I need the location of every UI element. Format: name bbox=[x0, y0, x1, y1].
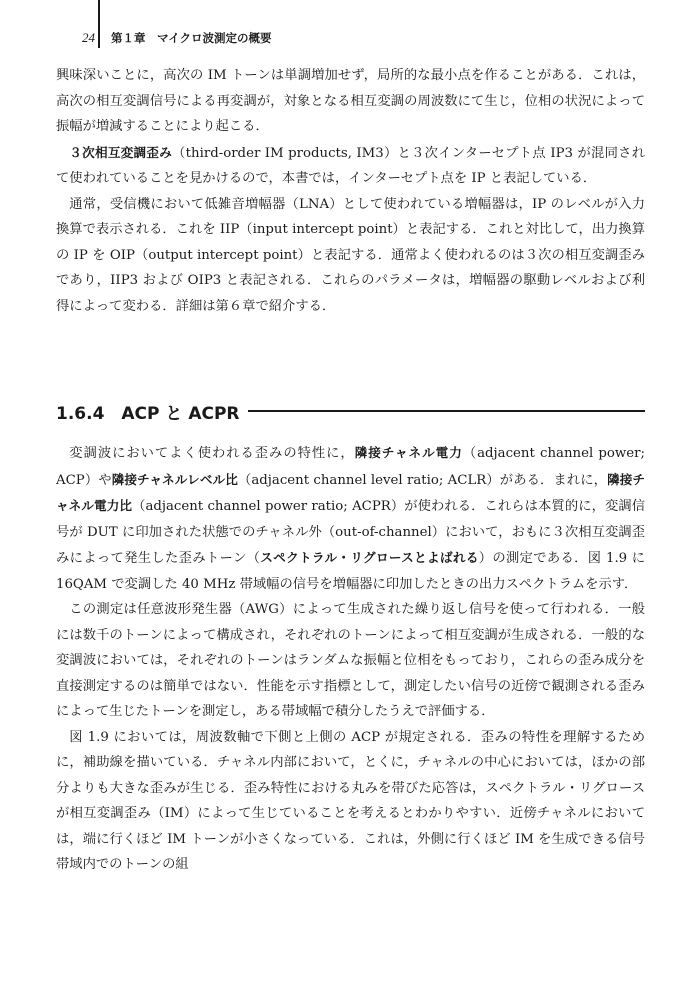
paragraph-iip-oip: 通常，受信機において低雑音増幅器（LNA）として使われている増幅器は，IP のレベルが入力換算で表示される．これを IIP（input intercept point）と表記する．これと対比して，出力換算の IP を OIP（output intercept point）と表記する．通常よく使われるのは３次の相互変調歪みであり，IIP3 および OIP3 と表記される．これらのパラメータは，増幅器の駆動レベルおよび利得によって変わる．詳細は第６章で紹介する． bbox=[56, 196, 645, 314]
section-title: 1.6.4 ACP と ACPR bbox=[56, 403, 240, 424]
section-rule bbox=[248, 410, 645, 412]
term-acp: 隣接チャネル電力 bbox=[354, 445, 463, 460]
intro-text bbox=[56, 63, 645, 319]
paragraph-acp-definition bbox=[56, 440, 645, 597]
paragraph-im-tones: 興味深いことに，高次の IM トーンは単調増加せず，局所的な最小点を作ることがある．これは，高次の相互変調信号による再変調が，対象となる相互変調の周波数にて生じ，位相の状況によって振幅が増減することにより起こる． bbox=[56, 68, 645, 134]
acp-text-a: 変調波においてよく使われる歪みの特性に， bbox=[69, 446, 355, 461]
acp-text bbox=[56, 440, 645, 878]
section-heading bbox=[56, 398, 645, 424]
paragraph-awg-measurement: この測定は任意波形発生器（AWG）によって生成された繰り返し信号を使って行われる．一般には数千のトーンによって構成され，それぞれのトーンによって相互変調が生成される．一般的な変調波においては，それぞれのトーンはランダムな振幅と位相をもっており，これらの歪み成分を直接測定するのは簡単ではない．性能を示す指標として，測定したい信号の近傍で観測される歪みによって生じたトーンを測定し，ある帯域幅で積分したうえで評価する． bbox=[56, 602, 645, 719]
acp-text-e: ）の測定である．図 1.9 に 16QAM で変調した 40 MHz 帯域幅の信号を増幅器に印加したときの出力スペクトラムを示す． bbox=[56, 551, 645, 592]
paragraph-im3-text: （third-order IM products, IM3）と３次インターセプト点 IP3 が混同されて使われていることを見かけるので，本書では，インターセプト点を IP と表記している． bbox=[56, 145, 646, 186]
paragraph-figure-1-9: 図 1.9 においては，周波数軸で下側と上側の ACP が規定される．歪みの特性を理解するために，補助線を描いている．チャネル内部において，とくに，チャネルの中心においては，ほかの部分よりも大きな歪みが生じる．歪み特性における丸みを帯びた応答は，スペクトラル・リグロースが相互変調歪み（IM）によって生じていることを考えるとわかりやすい．近傍チャネルにおいては，端に行くほど IM トーンが小さくなっている．これは，外側に行くほど IM を生成できる信号帯域内でのトーンの組 bbox=[56, 729, 645, 872]
page-number: 24 bbox=[82, 30, 95, 45]
term-acpr: 隣接チャネル電力比 bbox=[56, 471, 646, 513]
acp-text-d: （adjacent channel power ratio; ACPR）が使われる．これらは本質的に，変調信号が DUT に印加された状態でのチャネル外（out-of-channel）において，おもに３次相互変調歪みによって発生した歪みトーン（ bbox=[56, 499, 646, 566]
acp-text-c: （adjacent channel level ratio; ACLR）がある．まれに， bbox=[237, 472, 608, 488]
acp-text-b: （adjacent channel power; ACP）や bbox=[56, 446, 645, 488]
running-header bbox=[0, 0, 699, 52]
term-spectral-regrowth: スペクトラル・リグロースとよばれる bbox=[260, 550, 479, 565]
paragraph-im3-definition bbox=[56, 140, 645, 192]
term-aclr: 隣接チャネルレベル比 bbox=[111, 471, 238, 487]
chapter-title: 第１章 マイクロ波測定の概要 bbox=[111, 31, 272, 45]
term-im3: ３次相互変調歪み bbox=[69, 144, 173, 160]
header-divider bbox=[98, 0, 100, 48]
